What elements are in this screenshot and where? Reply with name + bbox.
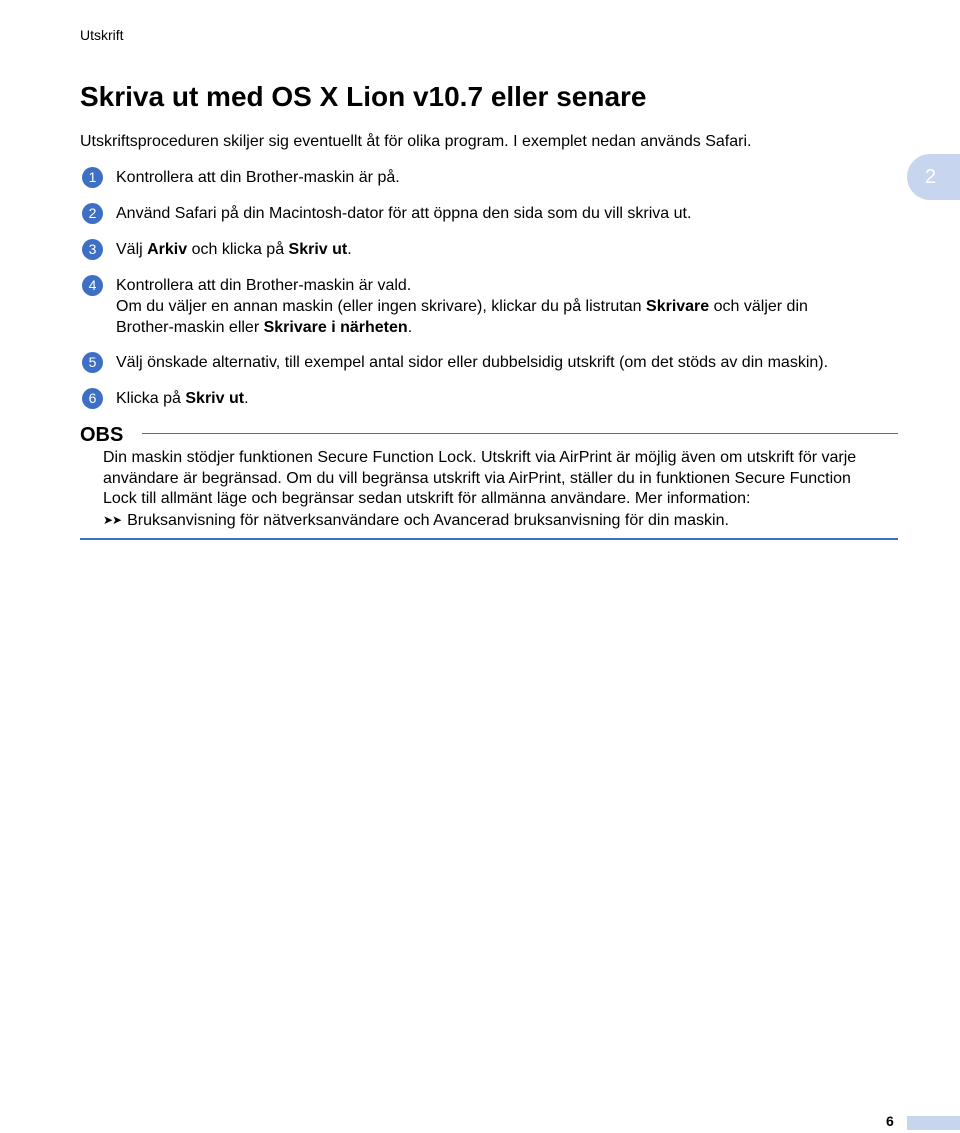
- note-title: OBS: [80, 424, 124, 446]
- menu-item-skriv-ut: Skriv ut: [288, 241, 348, 258]
- page-title: Skriva ut med OS X Lion v10.7 eller senare: [80, 81, 647, 112]
- step-line: [116, 317, 896, 338]
- step-number-badge: 4: [82, 275, 103, 296]
- step-text-part: Om du väljer en annan maskin (eller ingen skrivare), klickar du på listrutan: [116, 298, 647, 315]
- note-line: Din maskin stödjer funktionen Secure Function Lock. Utskrift via AirPrint är möjlig även om utskrift för varje: [103, 449, 857, 466]
- step-text-part: Välj: [116, 241, 148, 258]
- step-text-part: och klicka på: [187, 241, 289, 258]
- step-line: Kontrollera att din Brother-maskin är vald.: [116, 277, 412, 294]
- note-reference: [103, 510, 856, 532]
- step-text: [116, 239, 896, 260]
- note-divider: [142, 433, 898, 434]
- step-text-part: Klicka på: [116, 390, 186, 407]
- chapter-tab: [907, 154, 960, 200]
- step-text: [116, 275, 896, 338]
- page-number: 6: [886, 1113, 894, 1129]
- note-line: Lock till allmänt läge och begränsar sedan utskrift för allmänna användare. Mer information:: [103, 490, 751, 507]
- button-name-skriv-ut: Skriv ut: [185, 390, 245, 407]
- step-text: Kontrollera att din Brother-maskin är på.: [116, 169, 400, 186]
- step-text-part: .: [407, 319, 413, 336]
- menu-name-arkiv: Arkiv: [147, 241, 188, 258]
- step-number-badge: 1: [82, 167, 103, 188]
- step-text: [116, 388, 896, 409]
- step-number-badge: 5: [82, 352, 103, 373]
- step-number-badge: 2: [82, 203, 103, 224]
- note-body: [103, 448, 856, 531]
- chapter-number: 2: [924, 165, 937, 188]
- step-number-badge: 6: [82, 388, 103, 409]
- reference-arrows-icon: ➤➤: [103, 512, 122, 527]
- step-text: Använd Safari på din Macintosh-dator för att öppna den sida som du vill skriva ut.: [116, 205, 692, 222]
- intro-text: Utskriftsproceduren skiljer sig eventuellt åt för olika program. I exemplet nedan används Safari.: [80, 133, 752, 150]
- step-text-part: Brother-maskin eller: [116, 319, 264, 336]
- note-line: användare är begränsad. Om du vill begränsa utskrift via AirPrint, ställer du in funktionen Secure Function: [103, 469, 851, 487]
- step-number-badge: 3: [82, 239, 103, 260]
- step-text-part: .: [347, 241, 352, 258]
- section-end-divider: [80, 538, 898, 540]
- step-line: [116, 296, 896, 317]
- listbox-name-skrivare: Skrivare: [646, 298, 710, 315]
- step-text-part: och väljer din: [709, 298, 808, 315]
- running-header: Utskrift: [80, 27, 124, 43]
- step-text-part: .: [244, 390, 249, 407]
- step-text: Välj önskade alternativ, till exempel antal sidor eller dubbelsidig utskrift (om det stöds av din maskin).: [116, 354, 829, 371]
- page-number-tab: [907, 1116, 960, 1130]
- option-skrivare-i-narheten: Skrivare i närheten: [263, 319, 408, 336]
- reference-text: Bruksanvisning för nätverksanvändare och Avancerad bruksanvisning för din maskin.: [127, 511, 729, 529]
